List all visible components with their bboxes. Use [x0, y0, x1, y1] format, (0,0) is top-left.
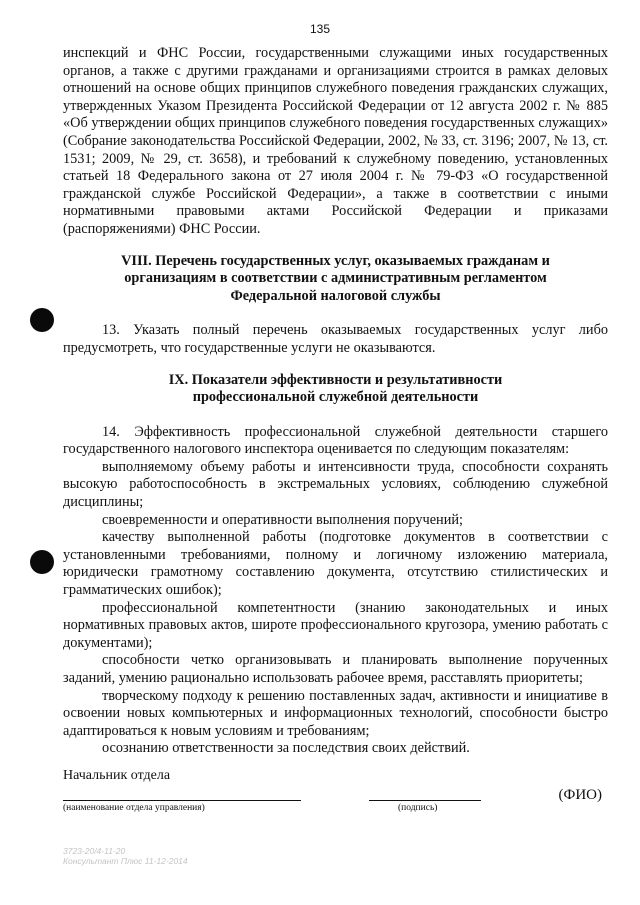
- paragraph-13: 13. Указать полный перечень оказываемых государственных услуг либо предусмотреть, что государственные услуги не оказываются.: [63, 322, 608, 356]
- punch-hole-lower: [30, 550, 54, 574]
- section-viii-heading: [63, 253, 608, 306]
- heading-line: Федеральной налоговой службы: [230, 287, 441, 304]
- heading-line: VIII. Перечень государственных услуг, оказываемых гражданам и: [121, 252, 550, 269]
- signature-line: [369, 800, 481, 801]
- stamp-line: 3723-20/4-11-20: [63, 846, 126, 856]
- indicator-item: своевременности и оперативности выполнения поручений;: [102, 511, 463, 528]
- heading-line: IX. Показатели эффективности и результативности: [168, 371, 503, 388]
- indicator-item: способности четко организовывать и планировать выполнение порученных заданий, умению рационально использовать рабочее время, расставлять приоритеты;: [63, 652, 608, 686]
- indicator-item: выполняемому объему работы и интенсивности труда, способности сохранять высокую работоспособность в экстремальных условиях, соблюдению служебной дисциплины;: [63, 458, 608, 511]
- indicator-item: осознанию ответственности за последствия своих действий.: [102, 740, 470, 757]
- heading-line: профессиональной служебной деятельности: [192, 389, 479, 406]
- department-caption: (наименование отдела управления): [63, 803, 205, 813]
- indicator-item: качеству выполненной работы (подготовке документов в соответствии с установленными требованиями, полному и логичному изложению материала, юридически грамотному составлению документа, отсутствию стилистических и грамматических ошибок);: [63, 529, 608, 599]
- paragraph-14: 14. Эффективность профессиональной служебной деятельности старшего государственного налогового инспектора оценивается по следующим показателям:: [63, 423, 608, 458]
- heading-line: организациям в соответствии с административным регламентом: [124, 270, 547, 287]
- section-ix-heading: [63, 372, 608, 407]
- fio-label: (ФИО): [558, 787, 602, 803]
- indicator-item: профессиональной компетентности (знанию законодательных и иных нормативных правовых актов, широте профессионального кругозора, умению работать с документами);: [63, 599, 608, 651]
- department-line: [63, 800, 301, 801]
- punch-hole-upper: [30, 308, 54, 332]
- intro-paragraph: инспекций и ФНС России, государственными служащими иных государственных органов, а также с другими гражданами и организациями строится в рамках деловых отношений на основе общих принципов служебного поведения гражданских служащих, утвержденных Указом Президента Российской Федерации от 12 августа 2002 г. № 885 «Об утверждении общих принципов служебного поведения государственных служащих» (Собрание законодательства Российской Федерации, 2002, № 33, ст. 3196; 2007, № 13, ст. 1531; 2009, № 29, ст. 3658), и требований к служебному поведению, установленных статьей 18 Федерального закона от 27 июля 2004 г. № 79-ФЗ «О государственной гражданской службе Российской Федерации», а также в соответствии с иными нормативными правовыми актами Российской Федерации и приказами (распоряжениями) ФНС России.: [63, 45, 608, 237]
- page-number: 135: [309, 22, 331, 36]
- faint-stamp: [63, 846, 188, 866]
- signatory-title: Начальник отдела: [63, 768, 171, 783]
- stamp-line: Консультант Плюс 11-12-2014: [63, 856, 188, 866]
- document-body: [63, 45, 608, 758]
- signature-caption: (подпись): [398, 803, 438, 813]
- signature-block: [63, 768, 608, 828]
- indicator-item: творческому подходу к решению поставленных задач, активности и инициативе в освоении новых компьютерных и информационных технологий, способности быстро адаптироваться к новым условиям и требованиям;: [63, 687, 608, 739]
